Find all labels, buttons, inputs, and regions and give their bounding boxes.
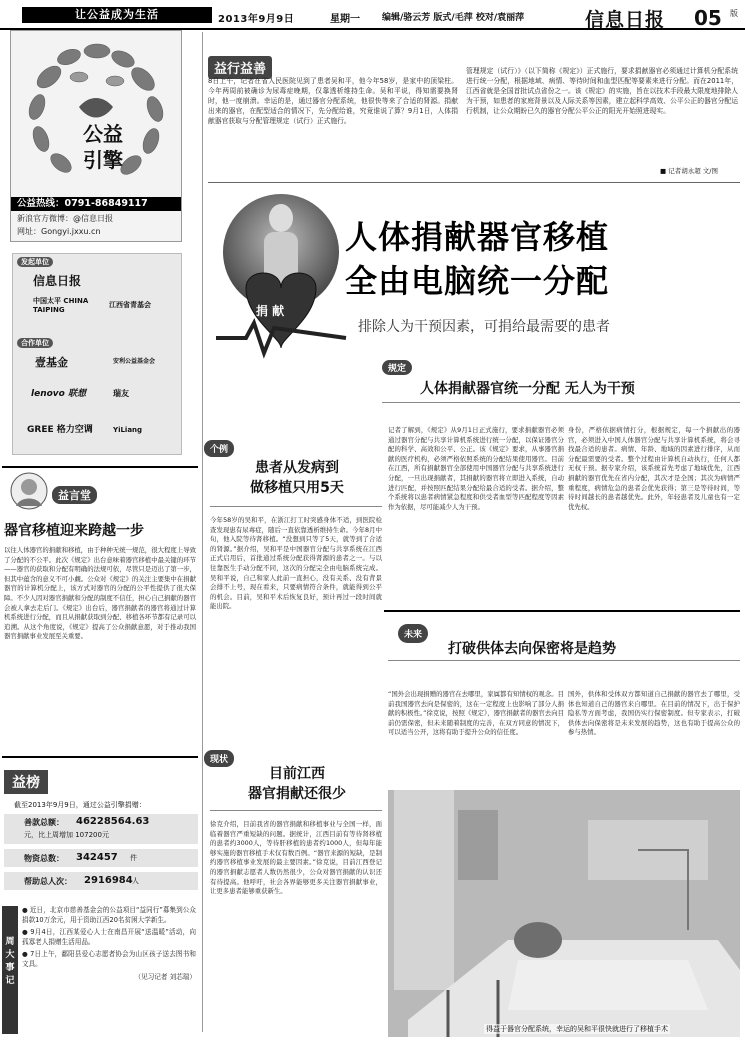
status-body: 徐克介绍，目前我省的器官捐献和移植事业与全国一样，面临着器官严重短缺的问题。据统计，江西目前有等待肾移植的患者约3000人，等待肝移植的患者约1000人，但每年能够实施的器官移植手术仅有数百例。“器官来源的短缺，是制约器官移植事业发展的最主要因素。”徐克说，目前江西登记的器官捐献志愿者人数仍然很少，公众对器官捐献的认识还有待提高。他呼吁，社会各界能够更多关注器官捐献事业，让更多患者能够重获新生。 [210, 820, 382, 896]
yibang-row-label: 物资总数： [24, 854, 64, 863]
yixing-byline: ■ 记者胡永超 文/图 [660, 167, 718, 175]
weekly-event-item: ● 7日上午，鄱阳县爱心志愿者协会为山区孩子送去图书和文具。 [22, 950, 196, 968]
header-weekday: 星期一 [330, 14, 360, 25]
status-title-line-1: 目前江西 [269, 766, 325, 782]
weekly-event-item: ● 9月4日，江西某爱心人士在南昌开展“送温暖”活动，向孤寡老人捐赠生活用品。 [22, 928, 196, 946]
columnist-portrait-icon [10, 472, 48, 510]
case-body: 今年58岁的吴和平，在浙江打工时突感身体不适，到医院检查发现患有尿毒症，随后一直依靠透析维持生命。今年8月中旬，他入院等待肾移植。“没想到只等了5天，就等到了合适的肾源。”据介绍，吴和平是中国器官分配与共享系统在江西正式启用后，首批通过系统分配获得肾源的患者之一。与以往靠医生手动分配不同，这次的分配完全由电脑系统完成。吴和平说，自己和家人此前一直担心，没有关系、没有背景会排不上号，现在看来，只要病情符合条件，就能得到公平的机会。目前，吴和平术后恢复良好，预计再过一段时间就能出院。 [210, 516, 382, 611]
section-rule [384, 610, 740, 612]
page-suffix: 版 [730, 9, 738, 18]
section-rule [2, 756, 198, 758]
section-rule [382, 402, 740, 403]
yibang-table [4, 814, 198, 890]
guiding-tag: 规定 [382, 360, 412, 375]
section-rule [210, 506, 382, 507]
logo-amway-foundation: 安利公益基金会 [113, 358, 156, 365]
future-title: 打破供体去向保密将是趋势 [448, 641, 616, 657]
guiding-col-1: 记者了解到，《规定》从9月1日正式施行，要求捐献器官必须通过器官分配与共享计算机系统进行统一分配，以保证器官分配的科学、高效和公平、公正。该《规定》要求，从事器官捐献的医疗机构，必须严格依照系统的分配结果使用器官。目前在江西，所有捐献器官全部使用中国器官分配与共享系统进行分配，一旦出现捐献者，其捐献的器官将立即进入系统，自动进行匹配，并按照匹配结果分配给最合适的受者。据介绍，整个系统将以患者病情紧急程度和供受者血型等匹配程度等因素作为依据，尽可能减少人为干预。 [388, 426, 564, 511]
yibang-row-value: 2916984 [84, 875, 133, 886]
logo-china-taiping: 中国太平 CHINA TAIPING [33, 297, 89, 314]
yibang-row [4, 814, 198, 845]
header-editors: 编辑/骆云芳 版式/毛萍 校对/袁丽萍 [382, 13, 525, 23]
column-yiyan-body: 以往人体器官的捐献和移植，由于种种无统一规范，很大程度上导致了分配的不公平。此次《规定》出台意味着器官移植中最关键的环节——器官的获取和分配有明确的法规可依，尽管只是迈出了第一步，但其中蕴含的意义不可小觑。公众对《规定》的关注主要集中在捐献器官的计算机分配上，该方式对器官的分配的公平性提供了很大保障。不少人因对器官捐献和分配的制度不信任，担心自己捐献的器官会被人拿去走后门。《规定》出台后，器官捐献者的器官将通过计算机系统进行分配，而且从捐献获取到分配、移植各环节都有记录可以追溯。从这个角度说，《规定》提高了公众捐献意愿，对于推动我国器官捐献事业发展至关重要。 [4, 546, 196, 641]
brand-weibo: 新浪官方微博：@信息日报 [17, 214, 113, 223]
weekly-event-item: ● 近日，北京市慈善基金会的公益项目“益同行”募集到公众捐款10万余元，用于资助江西20名贫困大学新生。 [22, 906, 196, 924]
yibang-row-value: 46228564.63 [76, 816, 150, 827]
page-number: 05 [694, 6, 722, 30]
logo-gree: GREE 格力空调 [27, 425, 93, 435]
weekly-side-label: 周大事记 [2, 906, 18, 1034]
yixing-col-2: 管理规定（试行）》（以下简称《规定》）正式施行，要求捐献器官必须通过计算机分配系统进行统一分配，根据地域、病情、等待时间和血型匹配等要素来进行分配。而在2011年，江西省就是全国首批试点省份之一。该《规定》的实施，旨在以技术手段最大限度地排除人为干预，如患者的家庭背景以及人际关系等因素，建立起科学高效、公平公正的器官分配运行机制，让公众期盼已久的器官分配公平公正的阳光开始照进现实。 [466, 67, 738, 115]
case-title-line-1: 患者从发病到 [255, 460, 339, 476]
weekly-events [22, 906, 196, 1034]
main-headline-line-2: 全由电脑统一分配 [345, 262, 610, 300]
yibang-row-unit: 人 [132, 877, 139, 885]
header-slogan: 让公益成为生活 [22, 7, 212, 23]
photo-caption: 得益于器官分配系统，幸运的吴和平很快就进行了移植手术 [486, 1025, 668, 1033]
column-yibang-tag: 益榜 [4, 770, 48, 794]
brand-title-line-2: 引擎 [83, 148, 123, 172]
section-rule [2, 466, 198, 468]
yibang-date-line: 截至2013年9月9日，通过公益引擎捐赠： [14, 801, 146, 809]
future-col-2: 国外，供体和受体双方都知道自己捐献的器官去了哪里，受体也知道自己的器官来自哪里。在目前的情况下，出于保护隐私等方面考虑，我国仍实行保密制度。但专家表示，打破供体去向保密将是未来发展的趋势，这也有助于提高公众的参与热情。 [568, 690, 740, 737]
brand-title [83, 121, 123, 173]
case-title-line-2: 做移植只用5天 [250, 480, 344, 496]
logo-ruiyou: 瑞友 [113, 389, 129, 398]
yixing-tag: 益行益善 [208, 56, 272, 79]
column-yiyan-title: 器官移植迎来跨越一步 [4, 523, 144, 539]
column-yiyan-tag: 益言堂 [52, 486, 97, 504]
brand-website: 网址：Gongyi.jxxu.cn [17, 227, 101, 236]
masthead-logo: 信息日报 [585, 9, 666, 31]
guiding-col-2: 身份，严格依据病情打分，根据规定，每一个捐献出的器官，必须进入中国人体器官分配与共享计算机系统，将会寻找最合适的患者。病情、年龄、地域的因素进行排序，从而分配最需要的受者。整个过程由计算机自动执行，任何人都无权干预。据专家介绍，该系统首先考虑了地域优先，江西捐献的器官优先在省内分配，其次才是全国；其次为病情严重程度，病情危急的患者会优先获得；第三是等待时间，等待时间越长的患者越优先。此外，年轻患者及儿童也有一定优先权。 [568, 426, 740, 511]
yibang-row [4, 872, 198, 890]
yibang-row-label: 善款总额： [24, 818, 64, 827]
graphic-label: 捐 献 [256, 304, 285, 318]
yibang-row-value: 342457 [76, 852, 118, 863]
logo-one-foundation: 壹基金 [35, 356, 68, 369]
sponsor-head-initiators: 发起单位 [17, 257, 53, 267]
brand-hotline: 公益热线：0791-86849117 [11, 197, 181, 211]
yibang-row-unit: 件 [130, 854, 137, 862]
sponsor-panel [12, 253, 182, 455]
section-rule [210, 810, 382, 811]
header-date: 2013年9月9日 [218, 14, 295, 25]
guiding-title: 人体捐献器官统一分配 无人为干预 [420, 381, 635, 397]
main-subtitle: 排除人为干预因素，可捐给最需要的患者 [358, 319, 610, 335]
column-divider [202, 32, 203, 1032]
sponsor-head-partners: 合作单位 [17, 338, 53, 348]
logo-yiliang: YiLiang [113, 426, 143, 434]
yixing-col-1: 8日上午，记者在省人民医院见到了患者吴和平，他今年58岁，是家中的顶梁柱。今年两周前被确诊为尿毒症晚期，仅靠透析维持生命。吴和平说，得知需要换肾时，他一度崩溃。幸运的是，通过器官分配系统，他很快等来了合适的肾源。捐献出来的器官，在配型适合的情况下，先分配给谁，究竟谁说了算？9月1日，人体捐献器官获取与分配管理规定（试行）正式施行。 [208, 77, 458, 125]
future-tag: 未来 [398, 624, 428, 643]
weekly-footer: （见习记者 刘芯瑞） [134, 972, 196, 981]
logo-xinxi-ribao: 信息日报 [33, 274, 82, 288]
status-title [232, 764, 362, 804]
logo-jiangxi-youth-foundation: 江西省青基会 [109, 301, 151, 309]
yibang-row-unit: 元，比上周增加 107200元 [24, 831, 109, 839]
section-rule [208, 182, 740, 183]
logo-lenovo: lenovo 联想 [31, 389, 86, 399]
case-title [232, 458, 362, 498]
main-headline [345, 215, 609, 303]
status-title-line-2: 器官捐献还很少 [248, 786, 346, 802]
patient-bed-image [388, 790, 740, 1037]
main-headline-line-1: 人体捐献器官移植 [345, 218, 610, 256]
brand-panel [10, 30, 182, 242]
case-tag: 个例 [204, 440, 234, 457]
yibang-row [4, 849, 198, 868]
section-rule [388, 660, 740, 661]
future-col-1: “国外会出现捐赠的器官在去哪里，家属都有知情权的观念。目前我国器官去向是保密的，这在一定程度上也影响了部分人捐献的积极性。”徐克说，按照《规定》，器官捐献者的器官去向目前仍需保密，但未来随着制度的完善，在双方同意的情况下，可以适当公开，这将有助于提升公众的信任度。 [388, 690, 564, 737]
brand-title-line-1: 公益 [83, 122, 123, 146]
organ-donation-graphic [206, 188, 356, 398]
hospital-photo [388, 790, 740, 1037]
yibang-row-label: 帮助总人次： [24, 877, 72, 886]
status-tag: 现状 [204, 750, 234, 767]
